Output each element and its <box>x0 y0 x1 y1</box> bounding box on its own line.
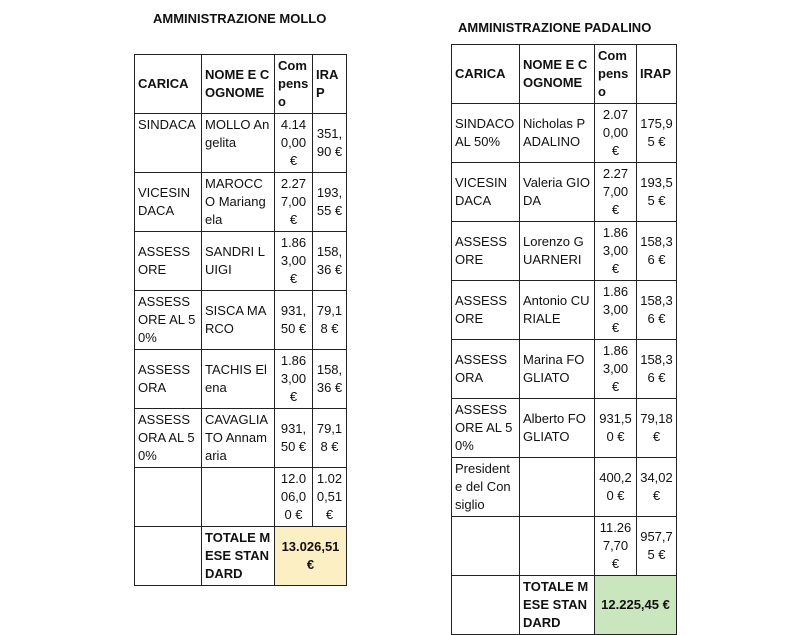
cell-irap: 79,18 € <box>313 409 347 468</box>
subtotal-empty-cell <box>520 517 595 576</box>
cell-compenso: 400,20 € <box>595 458 637 517</box>
table-row <box>452 340 677 399</box>
header-row <box>135 55 347 114</box>
cell-carica: SINDACA <box>135 114 202 173</box>
subtotal-empty-cell <box>202 468 275 527</box>
cell-compenso: 931,50 € <box>275 409 313 468</box>
header-irap: IRAP <box>313 55 347 114</box>
table-row <box>135 291 347 350</box>
cell-nome: Alberto FOGLIATO <box>520 399 595 458</box>
cell-nome: Antonio CURIALE <box>520 281 595 340</box>
cell-compenso: 1.863,00 € <box>275 232 313 291</box>
subtotal-empty-cell <box>135 468 202 527</box>
total-row <box>452 576 677 635</box>
total-empty-cell <box>452 576 520 635</box>
cell-carica: ASSESSORA AL 50% <box>135 409 202 468</box>
cell-nome: CAVAGLIATO Annamaria <box>202 409 275 468</box>
cell-nome: Lorenzo GUARNERI <box>520 222 595 281</box>
subtotal-irap: 1.020,51 € <box>313 468 347 527</box>
table-row <box>452 281 677 340</box>
cell-irap: 158,36 € <box>313 232 347 291</box>
table-row <box>452 104 677 163</box>
total-value: 12.225,45 € <box>595 576 677 635</box>
total-empty-cell <box>135 527 202 586</box>
header-carica: CARICA <box>452 45 520 104</box>
subtotal-row <box>135 468 347 527</box>
cell-nome: SANDRI LUIGI <box>202 232 275 291</box>
cell-compenso: 1.863,00 € <box>595 281 637 340</box>
cell-nome: TACHIS Elena <box>202 350 275 409</box>
header-compenso: Compenso <box>595 45 637 104</box>
subtotal-row <box>452 517 677 576</box>
header-carica: CARICA <box>135 55 202 114</box>
table-row <box>452 458 677 517</box>
cell-irap: 79,18 € <box>313 291 347 350</box>
header-row <box>452 45 677 104</box>
cell-compenso: 2.070,00 € <box>595 104 637 163</box>
cell-irap: 158,36 € <box>637 222 677 281</box>
cell-irap: 158,36 € <box>313 350 347 409</box>
table-row <box>135 350 347 409</box>
cell-carica: ASSESSORE AL 50% <box>135 291 202 350</box>
cell-compenso: 931,50 € <box>275 291 313 350</box>
cell-carica: ASSESSORE <box>135 232 202 291</box>
cell-nome <box>520 458 595 517</box>
right-table-title: AMMINISTRAZIONE PADALINO <box>458 20 652 35</box>
cell-irap: 351,90 € <box>313 114 347 173</box>
table-row <box>135 173 347 232</box>
subtotal-compenso: 12.006,00 € <box>275 468 313 527</box>
cell-irap: 158,36 € <box>637 281 677 340</box>
cell-nome: Valeria GIODA <box>520 163 595 222</box>
cell-carica: ASSESSORA <box>135 350 202 409</box>
cell-irap: 158,36 € <box>637 340 677 399</box>
cell-nome: MAROCCO Mariangela <box>202 173 275 232</box>
subtotal-compenso: 11.267,70 € <box>595 517 637 576</box>
cell-compenso: 1.863,00 € <box>595 340 637 399</box>
cell-compenso: 4.140,00 € <box>275 114 313 173</box>
header-compenso: Compenso <box>275 55 313 114</box>
cell-carica: VICESINDACA <box>452 163 520 222</box>
cell-irap: 79,18 € <box>637 399 677 458</box>
header-irap: IRAP <box>637 45 677 104</box>
cell-compenso: 2.277,00 € <box>595 163 637 222</box>
cell-carica: ASSESSORE <box>452 222 520 281</box>
total-value: 13.026,51 € <box>275 527 347 586</box>
padalino-compensation-table <box>451 44 677 635</box>
cell-carica: ASSESSORE AL 50% <box>452 399 520 458</box>
cell-carica: Presidente del Consiglio <box>452 458 520 517</box>
table-row <box>135 409 347 468</box>
cell-nome: SISCA MARCO <box>202 291 275 350</box>
table-row <box>135 114 347 173</box>
left-table-title: AMMINISTRAZIONE MOLLO <box>153 11 327 26</box>
cell-compenso: 1.863,00 € <box>595 222 637 281</box>
cell-irap: 34,02 € <box>637 458 677 517</box>
total-label: TOTALE MESE STANDARD <box>202 527 275 586</box>
subtotal-empty-cell <box>452 517 520 576</box>
header-nome: NOME E COGNOME <box>202 55 275 114</box>
header-nome: NOME E COGNOME <box>520 45 595 104</box>
table-row <box>452 222 677 281</box>
cell-irap: 175,95 € <box>637 104 677 163</box>
cell-nome: Nicholas PADALINO <box>520 104 595 163</box>
cell-irap: 193,55 € <box>637 163 677 222</box>
total-label: TOTALE MESE STANDARD <box>520 576 595 635</box>
table-row <box>452 399 677 458</box>
cell-nome: MOLLO Angelita <box>202 114 275 173</box>
subtotal-irap: 957,75 € <box>637 517 677 576</box>
total-row <box>135 527 347 586</box>
cell-nome: Marina FOGLIATO <box>520 340 595 399</box>
table-row <box>135 232 347 291</box>
cell-irap: 193,55 € <box>313 173 347 232</box>
cell-compenso: 2.277,00 € <box>275 173 313 232</box>
cell-compenso: 1.863,00 € <box>275 350 313 409</box>
cell-carica: VICESINDACA <box>135 173 202 232</box>
cell-carica: SINDACO AL 50% <box>452 104 520 163</box>
mollo-compensation-table <box>134 54 347 586</box>
cell-carica: ASSESSORA <box>452 340 520 399</box>
table-row <box>452 163 677 222</box>
cell-carica: ASSESSORE <box>452 281 520 340</box>
cell-compenso: 931,50 € <box>595 399 637 458</box>
